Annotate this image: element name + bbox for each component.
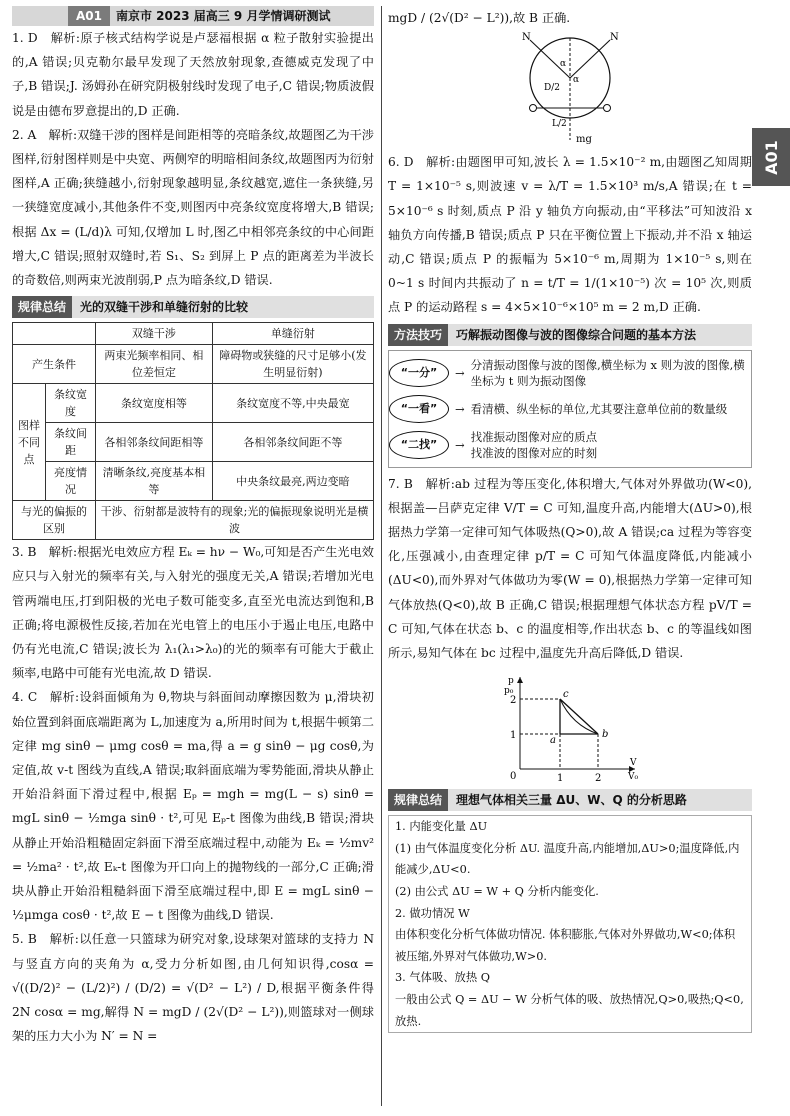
label-N: N bbox=[522, 32, 531, 44]
method-title bbox=[388, 324, 752, 346]
summary-title-text: 理想气体相关三量 ΔU、W、Q 的分析思路 bbox=[456, 793, 687, 808]
method-text: 找准振动图像对应的质点 bbox=[470, 429, 598, 444]
method-title-text: 巧解振动图像与波的图像综合问题的基本方法 bbox=[456, 327, 697, 342]
basketball-force-diagram bbox=[500, 30, 640, 150]
rule-title: 光的双缝干涉和单缝衍射的比较 bbox=[80, 300, 249, 315]
method-oval: “一看” bbox=[389, 395, 449, 423]
method-step: “一分” → 分清振动图像与波的图像,横坐标为 x 则为波的图像,横坐标为 t 则为振动图像 bbox=[389, 357, 751, 389]
tick-label: 1 bbox=[557, 773, 564, 785]
comparison-table bbox=[12, 322, 374, 540]
summary-label: 规律总结 bbox=[388, 789, 448, 811]
table-row bbox=[13, 345, 374, 384]
table-cell: 两束光频率相同、相位差恒定 bbox=[95, 345, 212, 384]
method-step: “一看” → 看清横、纵坐标的单位,尤其要注意单位前的数量级 bbox=[389, 395, 751, 423]
method-diagram bbox=[388, 350, 752, 468]
page-header bbox=[12, 6, 374, 26]
tick-label: 2 bbox=[595, 773, 602, 785]
label-mg: mg bbox=[576, 134, 592, 146]
answer-4: 4. C 解析:设斜面倾角为 θ,物块与斜面间动摩擦因数为 μ,滑块初始位置到斜面底端距离为 L,加速度为 a,所用时间为 t,根据牛顿第二定律 mg sinθ − μmg cosθ = ma,得 a = g sinθ − μg cosθ,为定值,故 v-t 图线为直线,A 错误;取斜面底端为零势能面,滑块从静止开始沿斜面下滑过程中,根据 Eₚ = mgh = mg(L − s) sinθ = mgL sinθ − ½mga sinθ · t²,可见 Eₚ-t 图像为曲线,B 错误;滑块从静止开始沿粗糙固定斜面下滑至底端过程中,动能为 Eₖ = ½mv² = ½ma² · t²,故 Eₖ-t 图像为开口向上的抛物线的一部分,C 正确;滑块从静止开始沿粗糙斜面下滑至底端过程中,即 E = mgL sinθ − ½μmga cosθ · t²,故 E − t 图像为曲线,D 错误. bbox=[12, 690, 374, 923]
x-axis-label: V bbox=[630, 758, 637, 769]
method-label: 方法技巧 bbox=[388, 324, 448, 346]
method-text: 看清横、纵坐标的单位,尤其要注意单位前的数量级 bbox=[470, 401, 728, 416]
table-row bbox=[13, 323, 374, 345]
table-cell: 条纹宽度 bbox=[46, 384, 96, 423]
summary-item: 一般由公式 Q = ΔU − W 分析气体的吸、放热情况,Q>0,吸热;Q<0,放热. bbox=[395, 993, 744, 1028]
tick-label: 2 bbox=[510, 695, 517, 707]
table-cell: 中央条纹最亮,两边变暗 bbox=[212, 462, 373, 501]
label-D-half: D/2 bbox=[544, 83, 560, 94]
answer-7: 7. B 解析:ab 过程为等压变化,体积增大,气体对外界做功(W<0),根据盖—吕萨克定律 V/T = C 可知,温度升高,内能增大(ΔU>0),根据热力学第一定律可知气体吸热(Q>0),故 A 错误;ca 过程为等容变化,压强减小,由查理定律 p/T = C 可知气体温度降低,内能减小(ΔU<0),而外界对气体做功为零(W = 0),根据热力学第一定律可知气体放热(Q<0),故 B 正确,C 错误;根据理想气体状态方程 pV/T = C 可知,气体在状态 b、c 的温度相等,作出状态 b、c 的等温线如图所示,易知气体在 bc 过程中,温度先升高后降低,D 错误. bbox=[388, 476, 752, 661]
table-cell: 各相邻条纹间距不等 bbox=[212, 423, 373, 462]
table-cell: 障碍物或狭缝的尺寸足够小(发生明显衍射) bbox=[212, 345, 373, 384]
summary-box bbox=[388, 815, 752, 1033]
header-title: 南京市 2023 届高三 9 月学情调研测试 bbox=[116, 8, 331, 23]
table-cell: 清晰条纹,亮度基本相等 bbox=[95, 462, 212, 501]
summary-item: (1) 由气体温度变化分析 ΔU. 温度升高,内能增加,ΔU>0;温度降低,内能减少,ΔU<0. bbox=[395, 841, 740, 877]
answer-6: 6. D 解析:由题图甲可知,波长 λ = 1.5×10⁻² m,由题图乙知周期 T = 1×10⁻⁵ s,则波速 v = λ/T = 1.5×10³ m/s,A 错误;在 t = 5×10⁻⁶ s 时刻,质点 P 沿 y 轴负方向振动,由“平移法”可知波沿 x 轴负方向传播,B 错误;质点 P 只在平衡位置上下振动,并不沿 x 轴运动,C 错误;质点 P 的振幅为 5×10⁻⁶ m,周期为 1×10⁻⁵ s,则在 0~1 s 时间内共振动了 n = t/T = 1/(1×10⁻⁵) 次 = 10⁵ 次,则质点 P 的运动路程 s = 4×5×10⁻⁶×10⁵ m = 2 m,D 正确. bbox=[388, 155, 752, 315]
table-row bbox=[13, 423, 374, 462]
table-row bbox=[13, 501, 374, 540]
summary-title bbox=[388, 789, 752, 811]
method-text: 分清振动图像与波的图像,横坐标为 x 则为波的图像,横坐标为 t 则为振动图像 bbox=[470, 357, 745, 388]
answer-1: 1. D 解析:原子核式结构学说是卢瑟福根据 α 粒子散射实验提出的,A 错误;贝克勒尔最早发现了天然放射现象,查德威克发现了中子,B 错误;J. 汤姆孙在研究阴极射线时发现了电子,C 错误;物质波假说是由德布罗意提出的,D 正确. bbox=[12, 31, 374, 118]
label-alpha: α bbox=[560, 59, 567, 70]
y-axis-label: p bbox=[508, 676, 514, 687]
pv-diagram bbox=[490, 665, 650, 785]
summary-item: 1. 内能变化量 ΔU bbox=[395, 820, 488, 834]
table-header: 单缝衍射 bbox=[212, 323, 373, 345]
table-cell: 各相邻条纹间距相等 bbox=[95, 423, 212, 462]
method-step: “二找” → 找准振动图像对应的质点 找准波的图像对应的时刻 bbox=[389, 429, 751, 461]
table-cell: 干涉、衍射都是波特有的现象;光的偏振现象说明光是横波 bbox=[95, 501, 373, 540]
table-cell: 条纹间距 bbox=[46, 423, 96, 462]
y-axis-label: p₀ bbox=[504, 686, 514, 697]
table-cell: 亮度情况 bbox=[46, 462, 96, 501]
answer-3: 3. B 解析:根据光电效应方程 Eₖ = hν − W₀,可知是否产生光电效应只与入射光的频率有关,与入射光的强度无关,A 错误;若增加光电管两端电压,打到阳极的光电子数可能变多,直至光电流达到饱和,B 正确;将电源极性反接,若加在光电管上的电压小于遏止电压,电路中仍有光电流,C 错误;波长为 λ₁(λ₁>λ₀)的光的频率有可能大于截止频率,电路中可能有光电流,故 D 错误. bbox=[12, 545, 374, 681]
answer-5: 5. B 解析:以任意一只篮球为研究对象,设球架对篮球的支持力 N 与竖直方向的夹角为 α,受力分析如图,由几何知识得,cosα = √((D/2)² − (L/2)²) / (D/2) = √(D² − L²) / D,根据平衡条件得 2N cosα = mg,解得 N = mgD / (2√(D² − L²)),则篮球对一侧球架的压力大小为 N′ = N = bbox=[12, 932, 374, 1044]
label-L-half: L/2 bbox=[552, 119, 567, 130]
tick-label: 1 bbox=[510, 730, 517, 742]
table-row bbox=[13, 462, 374, 501]
label-N: N bbox=[610, 32, 619, 44]
rule-summary-title bbox=[12, 296, 374, 318]
x-axis-label: V₀ bbox=[628, 772, 639, 783]
side-tab: A01 bbox=[752, 128, 790, 186]
column-divider bbox=[381, 6, 382, 1106]
tick-label: 0 bbox=[510, 771, 517, 783]
method-oval: “一分” bbox=[389, 359, 449, 387]
table-cell: 条纹宽度不等,中央最宽 bbox=[212, 384, 373, 423]
header-tag: A01 bbox=[68, 6, 110, 26]
answer-2: 2. A 解析:双缝干涉的图样是间距相等的亮暗条纹,故题图乙为干涉图样,衍射图样则是中央宽、两侧窄的明暗相间条纹,故题图丙为衍射图样,A 正确;狭缝越小,衍射现象越明显,条纹越宽,遮住一条狭缝,另一狭缝宽度减小,其他条件不变,则图丙中亮条纹宽度将增大,B 错误;根据 Δx = (L/d)λ 可知,仅增加 L 时,图乙中相邻亮条纹的中心间距增大,C 错误;照射双缝时,若 S₁、S₂ 到屏上 P 点的距离差为半波长的奇数倍,则两束光波削弱,P 点为暗条纹,D 错误. bbox=[12, 127, 374, 288]
answer-5-end: mgD / (2√(D² − L²)),故 B 正确. bbox=[388, 11, 571, 25]
right-column bbox=[388, 0, 752, 1033]
summary-item: 由体积变化分析气体做功情况. 体积膨胀,气体对外界做功,W<0;体积被压缩,外界对气体做功,W>0. bbox=[395, 928, 736, 963]
point-b: b bbox=[602, 729, 609, 741]
point-c: c bbox=[563, 689, 569, 701]
summary-item: 3. 气体吸、放热 Q bbox=[395, 971, 491, 985]
table-header: 双缝干涉 bbox=[95, 323, 212, 345]
table-cell: 图样不同点 bbox=[13, 384, 46, 501]
left-column bbox=[12, 0, 374, 1049]
table-cell: 条纹宽度相等 bbox=[95, 384, 212, 423]
table-cell: 与光的偏振的区别 bbox=[13, 501, 96, 540]
label-alpha: α bbox=[573, 75, 580, 86]
method-text: 找准波的图像对应的时刻 bbox=[470, 445, 598, 460]
table-cell: 产生条件 bbox=[13, 345, 96, 384]
point-a: a bbox=[550, 735, 556, 747]
rule-label: 规律总结 bbox=[12, 296, 72, 318]
table-row bbox=[13, 384, 374, 423]
method-oval: “二找” bbox=[389, 431, 449, 459]
summary-item: 2. 做功情况 W bbox=[395, 906, 470, 920]
summary-item: (2) 由公式 ΔU = W + Q 分析内能变化. bbox=[395, 885, 599, 899]
